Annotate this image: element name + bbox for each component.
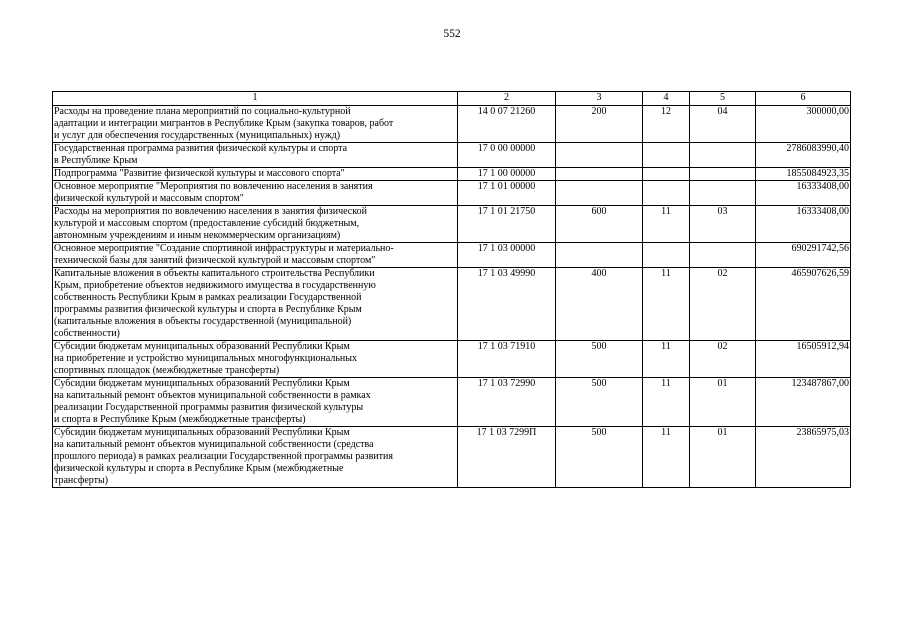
subsection-code: 01 xyxy=(690,427,756,488)
amount: 690291742,56 xyxy=(756,243,851,268)
table-row xyxy=(53,206,851,243)
expense-name: Субсидии бюджетам муниципальных образований Республики Крым на капитальный ремонт объектов муниципальной собственности в рамках реализации Государственной программы развития физической культуры и спорта в Республике Крым (межбюджетные трансферты) xyxy=(53,378,458,427)
column-header: 1 xyxy=(53,92,458,106)
expense-type-code: 500 xyxy=(556,427,643,488)
subsection-code: 02 xyxy=(690,341,756,378)
section-code: 11 xyxy=(643,378,690,427)
expense-type-code: 500 xyxy=(556,378,643,427)
amount: 2786083990,40 xyxy=(756,143,851,168)
amount: 23865975,03 xyxy=(756,427,851,488)
amount: 1855084923,35 xyxy=(756,168,851,181)
subsection-code: 04 xyxy=(690,106,756,143)
subsection-code: 02 xyxy=(690,268,756,341)
expense-type-code: 400 xyxy=(556,268,643,341)
column-header: 5 xyxy=(690,92,756,106)
expense-name: Субсидии бюджетам муниципальных образований Республики Крым на капитальный ремонт объектов муниципальной собственности (средства прошлого периода) в рамках реализации Государственной программы развития физической культуры и спорта в Республике Крым (межбюджетные трансферты) xyxy=(53,427,458,488)
target-article-code: 17 1 03 49990 xyxy=(458,268,556,341)
expense-name: Капитальные вложения в объекты капитального строительства Республики Крым, приобретение объектов недвижимого имущества в государственную собственность Республики Крым в рамках реализации Государственной программы развития физической культуры и спорта в Республике Крым (капитальные вложения в объекты государственной (муниципальной) собственности) xyxy=(53,268,458,341)
column-header: 6 xyxy=(756,92,851,106)
table-row xyxy=(53,243,851,268)
column-header: 3 xyxy=(556,92,643,106)
expense-name: Расходы на проведение плана мероприятий по социально-культурной адаптации и интеграции мигрантов в Республике Крым (закупка товаров, работ и услуг для обеспечения государственных (муниципальных) нужд) xyxy=(53,106,458,143)
amount: 465907626,59 xyxy=(756,268,851,341)
expense-name: Субсидии бюджетам муниципальных образований Республики Крым на приобретение и устройство муниципальных многофункциональных спортивных площадок (межбюджетные трансферты) xyxy=(53,341,458,378)
subsection-code xyxy=(690,181,756,206)
expense-name: Основное мероприятие "Создание спортивной инфраструктуры и материально- технической базы для занятий физической культурой и массовым спортом" xyxy=(53,243,458,268)
expense-type-code: 500 xyxy=(556,341,643,378)
amount: 300000,00 xyxy=(756,106,851,143)
expense-name: Государственная программа развития физической культуры и спорта в Республике Крым xyxy=(53,143,458,168)
table-row xyxy=(53,268,851,341)
target-article-code: 17 1 03 72990 xyxy=(458,378,556,427)
table-row xyxy=(53,106,851,143)
subsection-code: 03 xyxy=(690,206,756,243)
expense-type-code xyxy=(556,143,643,168)
section-code: 12 xyxy=(643,106,690,143)
table-row xyxy=(53,341,851,378)
target-article-code: 17 1 03 7299П xyxy=(458,427,556,488)
page-number: 552 xyxy=(443,28,461,40)
target-article-code: 17 1 00 00000 xyxy=(458,168,556,181)
expense-name: Основное мероприятие "Мероприятия по вовлечению населения в занятия физической культурой и массовым спортом" xyxy=(53,181,458,206)
table-row xyxy=(53,427,851,488)
target-article-code: 17 1 03 71910 xyxy=(458,341,556,378)
section-code: 11 xyxy=(643,427,690,488)
expense-name: Подпрограмма "Развитие физической культуры и массового спорта" xyxy=(53,168,458,181)
budget-table xyxy=(52,91,851,488)
subsection-code xyxy=(690,143,756,168)
section-code: 11 xyxy=(643,268,690,341)
target-article-code: 17 0 00 00000 xyxy=(458,143,556,168)
target-article-code: 17 1 01 00000 xyxy=(458,181,556,206)
target-article-code: 17 1 01 21750 xyxy=(458,206,556,243)
expense-type-code xyxy=(556,181,643,206)
amount: 123487867,00 xyxy=(756,378,851,427)
expense-name: Расходы на мероприятия по вовлечению населения в занятия физической культурой и массовым спортом (предоставление субсидий бюджетным, автономным учреждениям и иным некоммерческим организациям) xyxy=(53,206,458,243)
subsection-code xyxy=(690,168,756,181)
section-code: 11 xyxy=(643,341,690,378)
expense-type-code: 200 xyxy=(556,106,643,143)
target-article-code: 14 0 07 21260 xyxy=(458,106,556,143)
section-code xyxy=(643,168,690,181)
amount: 16333408,00 xyxy=(756,181,851,206)
table-row xyxy=(53,143,851,168)
expense-type-code: 600 xyxy=(556,206,643,243)
target-article-code: 17 1 03 00000 xyxy=(458,243,556,268)
table-row xyxy=(53,378,851,427)
column-header: 4 xyxy=(643,92,690,106)
amount: 16505912,94 xyxy=(756,341,851,378)
subsection-code xyxy=(690,243,756,268)
section-code xyxy=(643,181,690,206)
section-code xyxy=(643,143,690,168)
amount: 16333408,00 xyxy=(756,206,851,243)
table-row xyxy=(53,168,851,181)
expense-type-code xyxy=(556,243,643,268)
column-number-row xyxy=(53,92,851,106)
column-header: 2 xyxy=(458,92,556,106)
section-code xyxy=(643,243,690,268)
table-row xyxy=(53,181,851,206)
expense-type-code xyxy=(556,168,643,181)
subsection-code: 01 xyxy=(690,378,756,427)
section-code: 11 xyxy=(643,206,690,243)
